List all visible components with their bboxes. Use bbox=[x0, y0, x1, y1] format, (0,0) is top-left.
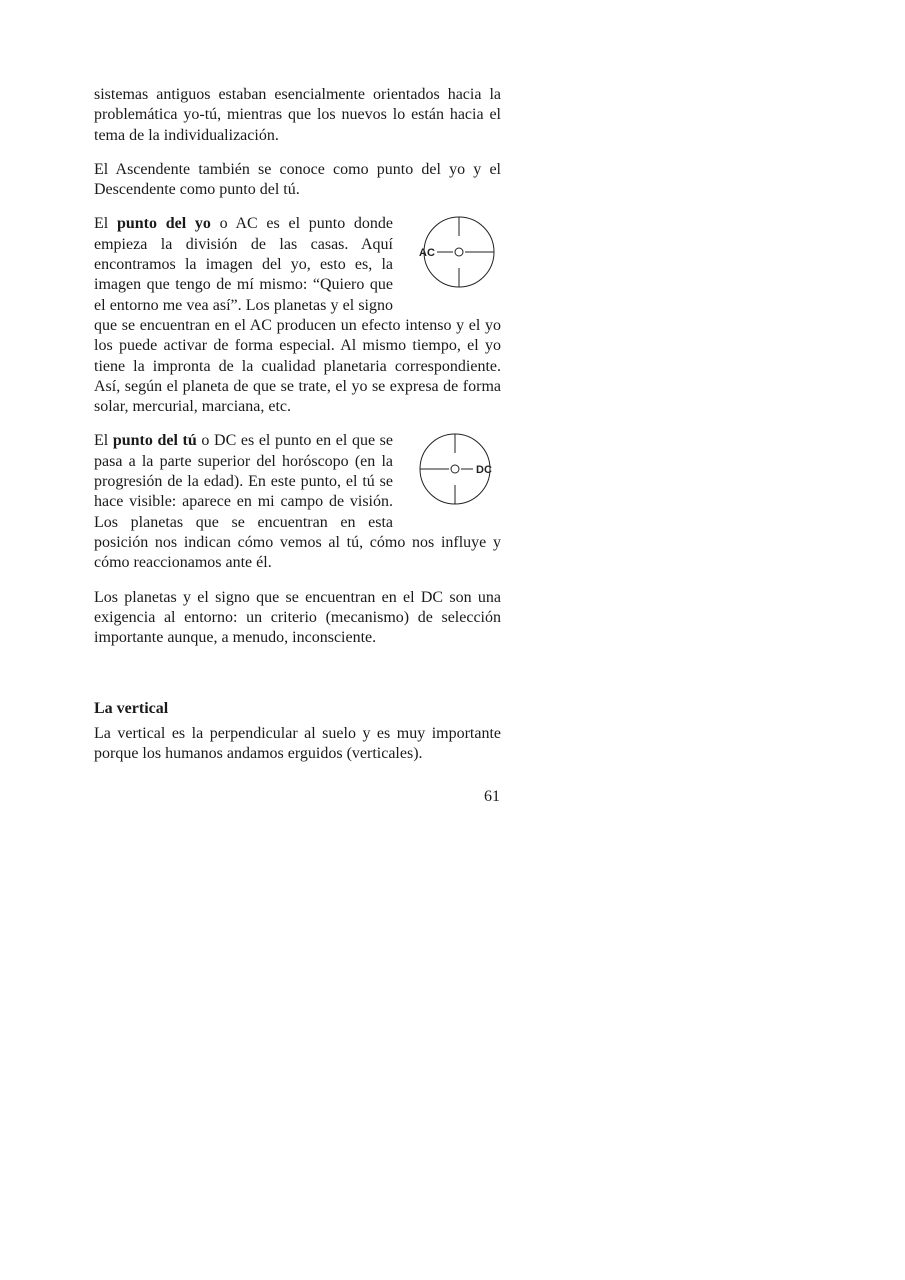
paragraph-punto-del-yo: AC El punto del yo o AC es el punto donde empieza la división de las casas. Aquí encontramos la imagen del yo, esto es, la imagen que tengo de mí mismo: “Quiero que el entorno me vea así”. Los planetas y el signo que se encuentran en el AC producen un efecto intenso y el yo los puede activar de forma especial. Al mismo tiempo, el yo tiene la impronta de la cualidad planetaria correspondiente. Así, según el planeta de que se trate, el yo se expresa de forma solar, mercurial, marciana, etc. bbox=[94, 215, 501, 416]
page-number: 61 bbox=[484, 788, 500, 805]
descendant-diagram bbox=[401, 431, 501, 513]
paragraph-6: La vertical es la perpendicular al suelo y es muy importante porque los humanos andamos erguidos (verticales). bbox=[94, 725, 501, 763]
dc-label: DC bbox=[476, 464, 492, 477]
descendant-center-dot bbox=[451, 465, 459, 473]
punto-del-tu-term: punto del tú bbox=[112, 432, 197, 450]
ascendant-diagram bbox=[401, 214, 501, 296]
ac-label: AC bbox=[419, 247, 435, 260]
paragraph-5: Los planetas y el signo que se encuentran en el DC son una exigencia al entorno: un criterio (mecanismo) de selección importante aunque, a menudo, inconsciente. bbox=[94, 588, 501, 647]
paragraph-2: El Ascendente también se conoce como punto del yo y el Descendente como punto del tú. bbox=[94, 160, 501, 199]
text-column-2 bbox=[94, 724, 501, 779]
paragraph-1: sistemas antiguos estaban esencialmente orientados hacia la problemática yo-tú, mientras que los nuevos lo están hacia el tema de la individualización. bbox=[94, 86, 501, 144]
ascendant-center-dot bbox=[455, 248, 463, 256]
text-column bbox=[94, 85, 501, 662]
section-heading: La vertical bbox=[94, 700, 169, 717]
punto-del-yo-term: punto del yo bbox=[116, 215, 211, 233]
paragraph-punto-del-tu: DC El punto del tú o DC es el punto en el que se pasa a la parte superior del horóscopo (en la progresión de la edad). En este punto, el tú se hace visible: aparece en mi campo de visión. Los planetas que se encuentran en esta posición nos indican cómo vemos al tú, cómo nos influye y cómo reaccionamos ante él. bbox=[94, 432, 501, 572]
